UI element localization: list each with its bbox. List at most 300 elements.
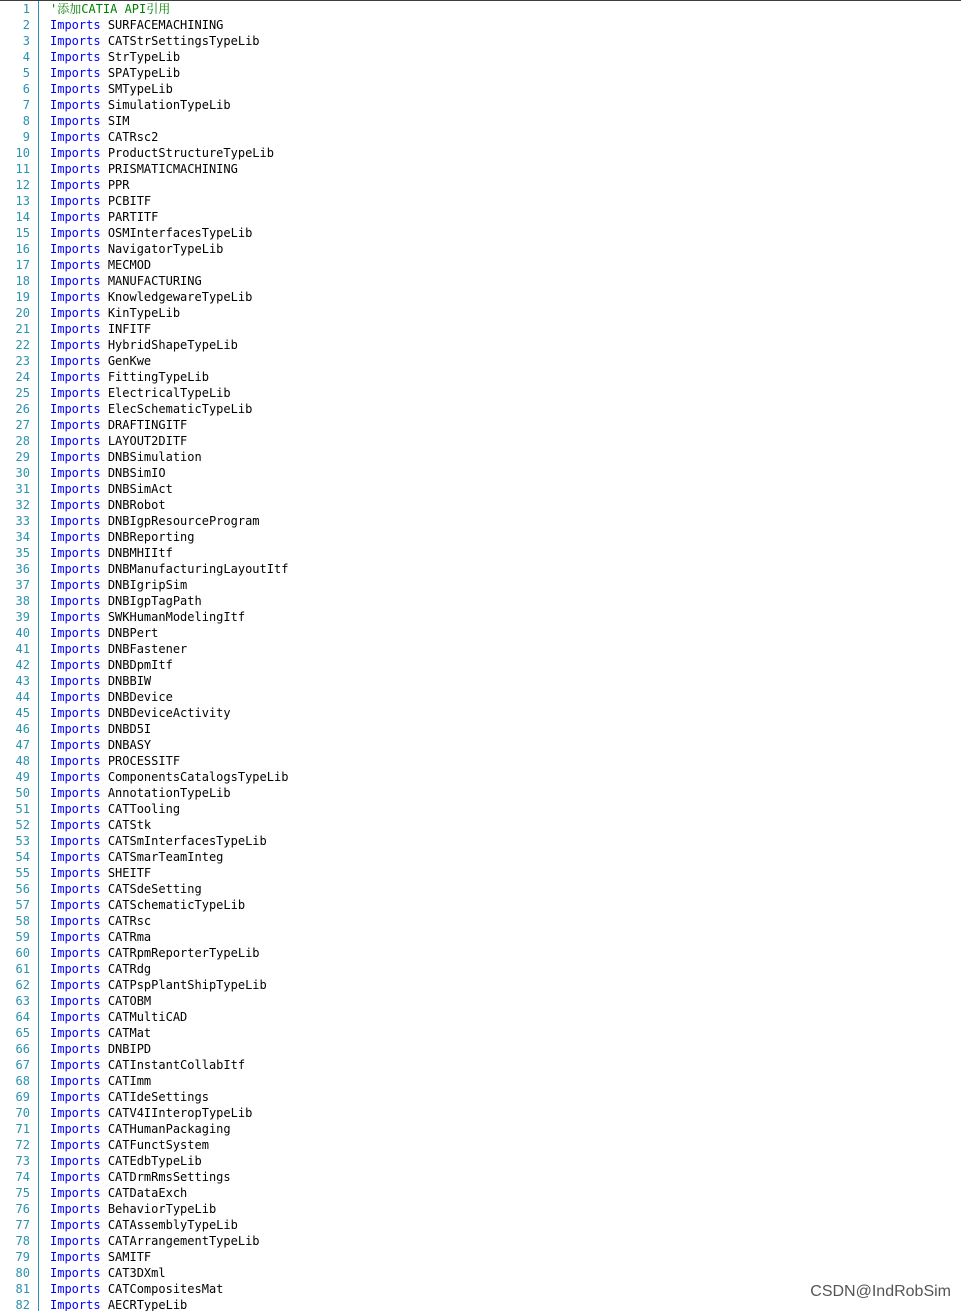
- imports-keyword: Imports: [50, 1154, 101, 1168]
- code-line[interactable]: [0, 129, 961, 145]
- code-content: [50, 129, 158, 145]
- imports-keyword: Imports: [50, 1090, 101, 1104]
- line-number: 58: [15, 914, 30, 928]
- line-number: 8: [22, 114, 30, 128]
- line-number: 29: [15, 450, 30, 464]
- module-name: DNBReporting: [107, 530, 195, 544]
- code-content: [50, 1217, 238, 1233]
- line-number: 65: [15, 1026, 30, 1040]
- module-name: DNBBIW: [107, 674, 152, 688]
- imports-keyword: Imports: [50, 786, 101, 800]
- code-content: [50, 161, 238, 177]
- code-content: [50, 33, 260, 49]
- code-line[interactable]: [0, 625, 961, 641]
- module-name: DNBPert: [107, 626, 159, 640]
- code-content: [50, 833, 267, 849]
- code-content: [50, 65, 180, 81]
- code-content: [50, 593, 202, 609]
- line-number: 11: [15, 162, 30, 176]
- code-line[interactable]: [0, 289, 961, 305]
- code-content: [50, 1089, 209, 1105]
- code-content: [50, 1009, 187, 1025]
- code-line[interactable]: [0, 689, 961, 705]
- line-number: 12: [15, 178, 30, 192]
- code-line[interactable]: [0, 113, 961, 129]
- line-number: 59: [15, 930, 30, 944]
- line-number: 5: [22, 66, 30, 80]
- imports-keyword: Imports: [50, 66, 101, 80]
- line-number: 6: [22, 82, 30, 96]
- imports-keyword: Imports: [50, 914, 101, 928]
- code-line[interactable]: [0, 353, 961, 369]
- line-number: 51: [15, 802, 30, 816]
- imports-keyword: Imports: [50, 1298, 101, 1311]
- line-number: 26: [15, 402, 30, 416]
- code-line[interactable]: [0, 785, 961, 801]
- code-line[interactable]: [0, 641, 961, 657]
- module-name: CATRsc: [107, 914, 152, 928]
- line-number: 15: [15, 226, 30, 240]
- module-name: CATDrmRmsSettings: [107, 1170, 231, 1184]
- line-number: 78: [15, 1234, 30, 1248]
- code-content: [50, 769, 288, 785]
- module-name: CATMultiCAD: [107, 1010, 188, 1024]
- code-line[interactable]: [0, 97, 961, 113]
- imports-keyword: Imports: [50, 386, 101, 400]
- code-line[interactable]: [0, 449, 961, 465]
- module-name: DNBDpmItf: [107, 658, 173, 672]
- code-line[interactable]: [0, 817, 961, 833]
- code-line[interactable]: [0, 465, 961, 481]
- code-line[interactable]: [0, 65, 961, 81]
- code-line[interactable]: [0, 1041, 961, 1057]
- module-name: LAYOUT2DITF: [107, 434, 188, 448]
- code-line[interactable]: [0, 1217, 961, 1233]
- imports-keyword: Imports: [50, 1138, 101, 1152]
- code-line[interactable]: [0, 977, 961, 993]
- imports-keyword: Imports: [50, 1074, 101, 1088]
- imports-keyword: Imports: [50, 738, 101, 752]
- module-name: SHEITF: [107, 866, 152, 880]
- code-line[interactable]: [0, 17, 961, 33]
- module-name: CATMat: [107, 1026, 152, 1040]
- imports-keyword: Imports: [50, 226, 101, 240]
- code-line[interactable]: [0, 1105, 961, 1121]
- module-name: INFITF: [107, 322, 152, 336]
- module-name: CATEdbTypeLib: [107, 1154, 202, 1168]
- code-content: [50, 609, 245, 625]
- code-content: [50, 705, 231, 721]
- module-name: DNBSimIO: [107, 466, 166, 480]
- code-content: [50, 353, 151, 369]
- code-line[interactable]: [0, 1025, 961, 1041]
- code-line[interactable]: [0, 1121, 961, 1137]
- line-number: 54: [15, 850, 30, 864]
- line-number: 16: [15, 242, 30, 256]
- code-content: [50, 657, 173, 673]
- imports-keyword: Imports: [50, 1202, 101, 1216]
- code-line[interactable]: [0, 849, 961, 865]
- imports-keyword: Imports: [50, 610, 101, 624]
- code-line[interactable]: [0, 753, 961, 769]
- code-content: [50, 513, 260, 529]
- watermark: CSDN@IndRobSim: [810, 1283, 951, 1300]
- code-content: [50, 193, 151, 209]
- line-number: 32: [15, 498, 30, 512]
- line-number: 22: [15, 338, 30, 352]
- module-name: DNBIPD: [107, 1042, 152, 1056]
- code-content: [50, 801, 180, 817]
- module-name: SAMITF: [107, 1250, 152, 1264]
- code-content: [50, 1121, 231, 1137]
- imports-keyword: Imports: [50, 946, 101, 960]
- code-content: [50, 753, 180, 769]
- code-line[interactable]: [0, 385, 961, 401]
- code-content: [50, 865, 151, 881]
- line-number: 39: [15, 610, 30, 624]
- module-name: BehaviorTypeLib: [107, 1202, 217, 1216]
- code-line[interactable]: [0, 593, 961, 609]
- module-name: ProductStructureTypeLib: [107, 146, 274, 160]
- code-line[interactable]: [0, 673, 961, 689]
- module-name: ComponentsCatalogsTypeLib: [107, 770, 289, 784]
- code-line[interactable]: [0, 369, 961, 385]
- line-number: 3: [22, 34, 30, 48]
- code-content: [50, 1105, 252, 1121]
- imports-keyword: Imports: [50, 674, 101, 688]
- line-number: 56: [15, 882, 30, 896]
- module-name: SURFACEMACHINING: [107, 18, 224, 32]
- module-name: CATCompositesMat: [107, 1282, 224, 1296]
- code-line[interactable]: [0, 801, 961, 817]
- code-line[interactable]: [0, 1153, 961, 1169]
- code-line[interactable]: [0, 865, 961, 881]
- code-content: [50, 721, 151, 737]
- imports-keyword: Imports: [50, 706, 101, 720]
- imports-keyword: Imports: [50, 322, 101, 336]
- imports-keyword: Imports: [50, 850, 101, 864]
- code-content: [50, 337, 238, 353]
- code-content: [50, 241, 223, 257]
- code-content: [50, 465, 166, 481]
- line-number: 49: [15, 770, 30, 784]
- code-lines[interactable]: [0, 1, 961, 1311]
- code-content: [50, 1041, 151, 1057]
- imports-keyword: Imports: [50, 882, 101, 896]
- code-line[interactable]: [0, 721, 961, 737]
- module-name: DNBASY: [107, 738, 152, 752]
- module-name: DNBD5I: [107, 722, 152, 736]
- line-number: 74: [15, 1170, 30, 1184]
- code-line[interactable]: [0, 401, 961, 417]
- line-number: 38: [15, 594, 30, 608]
- code-line[interactable]: [0, 1009, 961, 1025]
- imports-keyword: Imports: [50, 1282, 101, 1296]
- code-line[interactable]: [0, 513, 961, 529]
- code-content: [50, 561, 288, 577]
- code-line[interactable]: [0, 81, 961, 97]
- code-line[interactable]: [0, 177, 961, 193]
- line-number: 30: [15, 466, 30, 480]
- code-line[interactable]: [0, 1233, 961, 1249]
- line-number: 31: [15, 482, 30, 496]
- code-line[interactable]: [0, 433, 961, 449]
- code-content: [50, 321, 151, 337]
- line-number: 72: [15, 1138, 30, 1152]
- imports-keyword: Imports: [50, 562, 101, 576]
- line-number: 35: [15, 546, 30, 560]
- code-line[interactable]: [0, 145, 961, 161]
- imports-keyword: Imports: [50, 514, 101, 528]
- module-name: CATSmInterfacesTypeLib: [107, 834, 267, 848]
- code-line[interactable]: [0, 241, 961, 257]
- code-line[interactable]: [0, 609, 961, 625]
- module-name: PPR: [107, 178, 130, 192]
- code-content: [50, 433, 187, 449]
- code-line[interactable]: [0, 337, 961, 353]
- imports-keyword: Imports: [50, 978, 101, 992]
- line-number: 63: [15, 994, 30, 1008]
- line-number: 33: [15, 514, 30, 528]
- code-line[interactable]: [0, 577, 961, 593]
- code-content: [50, 689, 173, 705]
- code-line[interactable]: [0, 225, 961, 241]
- imports-keyword: Imports: [50, 530, 101, 544]
- module-name: SMTypeLib: [107, 82, 173, 96]
- code-line[interactable]: [0, 929, 961, 945]
- code-content: [50, 1201, 216, 1217]
- code-line[interactable]: [0, 769, 961, 785]
- imports-keyword: Imports: [50, 690, 101, 704]
- code-line[interactable]: [0, 33, 961, 49]
- imports-keyword: Imports: [50, 242, 101, 256]
- code-content: [50, 385, 231, 401]
- code-content: [50, 1, 170, 17]
- module-name: CATOBM: [107, 994, 152, 1008]
- code-content: [50, 401, 252, 417]
- module-name: MECMOD: [107, 258, 152, 272]
- module-name: DNBIgpResourceProgram: [107, 514, 260, 528]
- module-name: SWKHumanModelingItf: [107, 610, 246, 624]
- imports-keyword: Imports: [50, 546, 101, 560]
- module-name: DRAFTINGITF: [107, 418, 188, 432]
- imports-keyword: Imports: [50, 834, 101, 848]
- code-line[interactable]: [0, 193, 961, 209]
- code-line[interactable]: [0, 1249, 961, 1265]
- code-content: [50, 1057, 245, 1073]
- line-number: 36: [15, 562, 30, 576]
- module-name: DNBFastener: [107, 642, 188, 656]
- imports-keyword: Imports: [50, 354, 101, 368]
- line-number: 60: [15, 946, 30, 960]
- module-name: CATImm: [107, 1074, 152, 1088]
- line-number: 24: [15, 370, 30, 384]
- code-line[interactable]: [0, 833, 961, 849]
- line-number: 13: [15, 194, 30, 208]
- line-number: 67: [15, 1058, 30, 1072]
- module-name: CATV4IInteropTypeLib: [107, 1106, 253, 1120]
- module-name: SIM: [107, 114, 130, 128]
- imports-keyword: Imports: [50, 434, 101, 448]
- code-line-comment[interactable]: [0, 1, 961, 17]
- line-number: 25: [15, 386, 30, 400]
- line-number: 69: [15, 1090, 30, 1104]
- module-name: HybridShapeTypeLib: [107, 338, 238, 352]
- module-name: DNBRobot: [107, 498, 166, 512]
- imports-keyword: Imports: [50, 114, 101, 128]
- imports-keyword: Imports: [50, 994, 101, 1008]
- code-line[interactable]: [0, 257, 961, 273]
- line-number: 82: [15, 1298, 30, 1311]
- line-number: 73: [15, 1154, 30, 1168]
- line-number: 44: [15, 690, 30, 704]
- imports-keyword: Imports: [50, 818, 101, 832]
- code-line[interactable]: [0, 1265, 961, 1281]
- code-line[interactable]: [0, 529, 961, 545]
- code-content: [50, 977, 267, 993]
- module-name: CATRma: [107, 930, 152, 944]
- module-name: DNBIgripSim: [107, 578, 188, 592]
- code-line[interactable]: [0, 561, 961, 577]
- module-name: CATRdg: [107, 962, 152, 976]
- code-line[interactable]: [0, 481, 961, 497]
- imports-keyword: Imports: [50, 1186, 101, 1200]
- code-content: [50, 817, 151, 833]
- module-name: DNBDeviceActivity: [107, 706, 231, 720]
- line-number: 7: [22, 98, 30, 112]
- code-line[interactable]: [0, 209, 961, 225]
- line-number: 57: [15, 898, 30, 912]
- code-line[interactable]: [0, 497, 961, 513]
- code-line[interactable]: [0, 161, 961, 177]
- code-line[interactable]: [0, 305, 961, 321]
- code-content: [50, 993, 151, 1009]
- code-line[interactable]: [0, 897, 961, 913]
- code-line[interactable]: [0, 881, 961, 897]
- module-name: MANUFACTURING: [107, 274, 202, 288]
- code-content: [50, 481, 173, 497]
- line-number: 80: [15, 1266, 30, 1280]
- code-content: [50, 529, 195, 545]
- line-number: 75: [15, 1186, 30, 1200]
- code-content: [50, 737, 151, 753]
- module-name: KinTypeLib: [107, 306, 181, 320]
- code-content: [50, 1137, 209, 1153]
- line-number: 53: [15, 834, 30, 848]
- code-content: [50, 961, 151, 977]
- code-content: [50, 1249, 151, 1265]
- line-number: 1: [22, 2, 30, 16]
- code-line[interactable]: [0, 1073, 961, 1089]
- code-line[interactable]: [0, 945, 961, 961]
- line-number: 61: [15, 962, 30, 976]
- module-name: CATRsc2: [107, 130, 159, 144]
- code-content: [50, 913, 151, 929]
- code-line[interactable]: [0, 1169, 961, 1185]
- imports-keyword: Imports: [50, 1170, 101, 1184]
- code-line[interactable]: [0, 417, 961, 433]
- code-content: [50, 785, 231, 801]
- code-line[interactable]: [0, 657, 961, 673]
- code-content: [50, 545, 173, 561]
- code-line[interactable]: [0, 545, 961, 561]
- imports-keyword: Imports: [50, 450, 101, 464]
- imports-keyword: Imports: [50, 578, 101, 592]
- code-content: [50, 881, 202, 897]
- module-name: FittingTypeLib: [107, 370, 209, 384]
- module-name: GenKwe: [107, 354, 152, 368]
- code-line[interactable]: [0, 705, 961, 721]
- code-line[interactable]: [0, 1137, 961, 1153]
- line-number: 66: [15, 1042, 30, 1056]
- module-name: ElectricalTypeLib: [107, 386, 231, 400]
- imports-keyword: Imports: [50, 402, 101, 416]
- module-name: CATDataExch: [107, 1186, 188, 1200]
- code-line[interactable]: [0, 1089, 961, 1105]
- imports-keyword: Imports: [50, 802, 101, 816]
- code-line[interactable]: [0, 49, 961, 65]
- imports-keyword: Imports: [50, 34, 101, 48]
- imports-keyword: Imports: [50, 210, 101, 224]
- line-number: 52: [15, 818, 30, 832]
- line-number: 81: [15, 1282, 30, 1296]
- code-line[interactable]: [0, 1057, 961, 1073]
- line-number: 77: [15, 1218, 30, 1232]
- line-number: 19: [15, 290, 30, 304]
- imports-keyword: Imports: [50, 258, 101, 272]
- code-line[interactable]: [0, 993, 961, 1009]
- code-line[interactable]: [0, 913, 961, 929]
- module-name: DNBManufacturingLayoutItf: [107, 562, 289, 576]
- module-name: CATArrangementTypeLib: [107, 1234, 260, 1248]
- module-name: NavigatorTypeLib: [107, 242, 224, 256]
- module-name: CAT3DXml: [107, 1266, 166, 1280]
- code-line[interactable]: [0, 1185, 961, 1201]
- module-name: StrTypeLib: [107, 50, 181, 64]
- code-line[interactable]: [0, 961, 961, 977]
- module-name: CATHumanPackaging: [107, 1122, 231, 1136]
- line-number: 17: [15, 258, 30, 272]
- code-content: [50, 577, 187, 593]
- module-name: CATFunctSystem: [107, 1138, 209, 1152]
- code-content: [50, 449, 202, 465]
- code-content: [50, 673, 151, 689]
- module-name: PROCESSITF: [107, 754, 181, 768]
- code-line[interactable]: [0, 737, 961, 753]
- line-number: 2: [22, 18, 30, 32]
- code-line[interactable]: [0, 273, 961, 289]
- module-name: SPATypeLib: [107, 66, 181, 80]
- module-name: CATAssemblyTypeLib: [107, 1218, 238, 1232]
- imports-keyword: Imports: [50, 482, 101, 496]
- line-number: 40: [15, 626, 30, 640]
- line-number: 43: [15, 674, 30, 688]
- line-number: 18: [15, 274, 30, 288]
- line-number: 14: [15, 210, 30, 224]
- code-line[interactable]: [0, 1201, 961, 1217]
- module-name: OSMInterfacesTypeLib: [107, 226, 253, 240]
- module-name: CATTooling: [107, 802, 181, 816]
- code-content: [50, 1281, 223, 1297]
- imports-keyword: Imports: [50, 626, 101, 640]
- code-content: [50, 641, 187, 657]
- code-line[interactable]: [0, 321, 961, 337]
- imports-keyword: Imports: [50, 866, 101, 880]
- code-content: [50, 225, 252, 241]
- module-name: CATStrSettingsTypeLib: [107, 34, 260, 48]
- module-name: CATIdeSettings: [107, 1090, 209, 1104]
- code-content: [50, 897, 245, 913]
